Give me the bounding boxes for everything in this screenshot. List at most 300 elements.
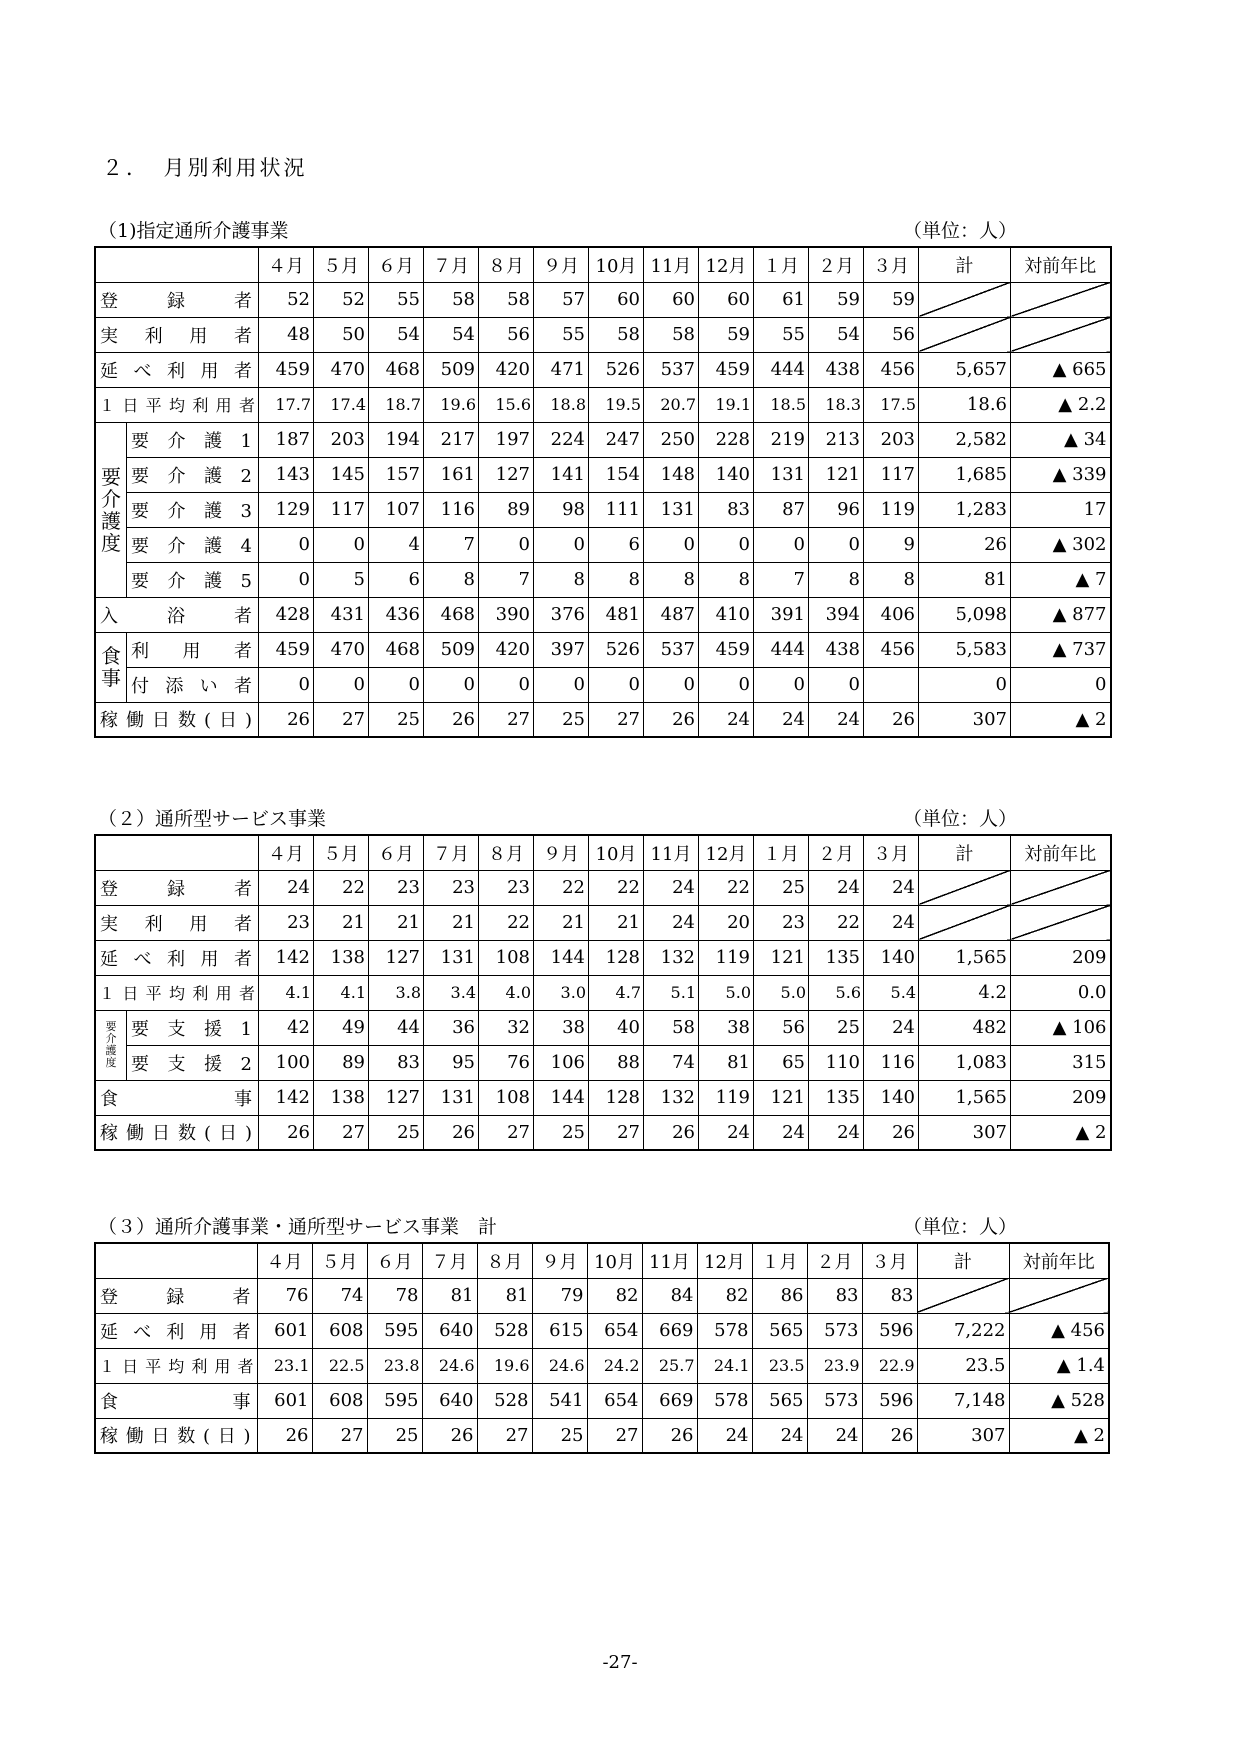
month-value: 59 [809,282,864,317]
month-value: 459 [699,632,754,667]
month-value: 0 [259,562,314,597]
month-value: 7 [754,562,809,597]
month-value: 0 [754,667,809,702]
month-value: 24 [864,905,919,940]
month-value: 0 [644,667,699,702]
row-label: 稼働日数(日) [95,1418,257,1453]
month-value: 49 [314,1010,369,1045]
month-value: 27 [479,702,534,737]
month-header: １月 [752,1243,807,1278]
row-label: 要 介 護 3 [127,492,259,527]
month-header: ４月 [259,247,314,282]
yoy-value: ▲ 302 [1011,527,1111,562]
month-value: 144 [534,1080,589,1115]
month-value: 26 [644,702,699,737]
month-value: 25 [367,1418,422,1453]
total-value: 7,148 [917,1383,1009,1418]
month-value: 596 [862,1383,917,1418]
row-label: 稼働日数(日) [95,1115,259,1150]
month-header: ６月 [369,835,424,870]
month-value: 132 [644,1080,699,1115]
month-value: 0 [479,527,534,562]
month-value: 21 [369,905,424,940]
row-label: 延べ利用者 [95,352,259,387]
month-value: 669 [642,1383,697,1418]
month-header: ８月 [479,835,534,870]
month-value: 100 [259,1045,314,1080]
month-value: 0 [699,667,754,702]
month-value: 148 [644,457,699,492]
month-value: 615 [532,1313,587,1348]
total-value: 1,283 [919,492,1011,527]
month-value: 131 [754,457,809,492]
month-value: 86 [752,1278,807,1313]
month-value: 121 [754,940,809,975]
month-value: 5.0 [754,975,809,1010]
row-label: １日平均利用者 [95,1348,257,1383]
month-value: 4.7 [589,975,644,1010]
month-value: 121 [754,1080,809,1115]
yoy-value: 315 [1011,1045,1111,1080]
month-value: 117 [314,492,369,527]
total-cell-empty [919,317,1011,352]
month-value: 25 [754,870,809,905]
table-row [95,1010,1111,1045]
month-value: 81 [699,1045,754,1080]
month-value: 24 [807,1418,862,1453]
month-value: 52 [314,282,369,317]
section1-caption [98,216,1028,242]
month-value: 26 [422,1418,477,1453]
section1-unit: （単位：人） [903,220,1018,242]
month-value: 654 [587,1383,642,1418]
month-value: 83 [369,1045,424,1080]
month-value: 24 [752,1418,807,1453]
month-value: 38 [699,1010,754,1045]
month-value: 40 [589,1010,644,1045]
total-value: 307 [919,1115,1011,1150]
month-value: 391 [754,597,809,632]
month-value: 24 [697,1418,752,1453]
month-value: 108 [479,940,534,975]
month-header: 12月 [699,247,754,282]
month-value: 26 [424,702,479,737]
yoy-cell-empty [1009,1278,1109,1313]
month-value: 9 [864,527,919,562]
row-label: 稼働日数(日) [95,702,259,737]
month-value: 135 [809,1080,864,1115]
month-value: 111 [589,492,644,527]
month-value: 468 [424,597,479,632]
total-header: 計 [919,247,1011,282]
month-value: 468 [369,352,424,387]
month-value: 107 [369,492,424,527]
month-value: 459 [699,352,754,387]
yoy-value: ▲ 2 [1011,1115,1111,1150]
month-value: 83 [699,492,754,527]
month-value: 60 [699,282,754,317]
yoy-cell-empty [1011,870,1111,905]
month-header: ９月 [534,835,589,870]
table-row [95,492,1111,527]
month-value: 0 [809,527,864,562]
month-value: 4.1 [259,975,314,1010]
month-value: 213 [809,422,864,457]
month-value: 0 [809,667,864,702]
table-row [95,870,1111,905]
month-value: 470 [314,632,369,667]
month-value: 24 [644,870,699,905]
month-header: ８月 [479,247,534,282]
month-header: 11月 [644,835,699,870]
month-header: 10月 [589,247,644,282]
table-row [95,317,1111,352]
table-row [95,1418,1109,1453]
month-value: 573 [807,1383,862,1418]
month-value: 24 [809,870,864,905]
month-value: 27 [589,702,644,737]
month-value: 129 [259,492,314,527]
row-label: 要 支 援 1 [127,1010,259,1045]
month-value: 436 [369,597,424,632]
month-value: 17.4 [314,387,369,422]
month-value: 21 [534,905,589,940]
month-value: 247 [589,422,644,457]
month-value: 54 [369,317,424,352]
month-value: 203 [314,422,369,457]
month-value: 56 [479,317,534,352]
page-heading: ２． 月別利用状況 [102,156,308,180]
month-value: 17.7 [259,387,314,422]
month-value: 119 [699,940,754,975]
month-value: 250 [644,422,699,457]
month-value: 128 [589,940,644,975]
yoy-value: 0 [1011,667,1111,702]
month-value: 95 [424,1045,479,1080]
month-value: 22.9 [862,1348,917,1383]
table-row [95,1383,1109,1418]
month-value: 22 [589,870,644,905]
total-value: 18.6 [919,387,1011,422]
month-value: 526 [589,632,644,667]
row-group-label [95,1010,127,1080]
table-row [95,457,1111,492]
month-value: 17.5 [864,387,919,422]
month-value: 135 [809,940,864,975]
total-cell-empty [919,870,1011,905]
month-value: 0 [369,667,424,702]
month-value: 608 [312,1383,367,1418]
month-value: 4.1 [314,975,369,1010]
table-row [95,632,1111,667]
month-value: 217 [424,422,479,457]
total-value: 23.5 [917,1348,1009,1383]
month-value: 8 [699,562,754,597]
total-value: 2,582 [919,422,1011,457]
month-value: 15.6 [479,387,534,422]
yoy-value: ▲ 7 [1011,562,1111,597]
month-value: 5.1 [644,975,699,1010]
month-value: 21 [589,905,644,940]
month-value: 140 [699,457,754,492]
month-value: 60 [589,282,644,317]
month-value: 3.8 [369,975,424,1010]
row-label: 要 介 護 4 [127,527,259,562]
month-value: 509 [424,632,479,667]
month-value: 138 [314,940,369,975]
month-value: 0 [534,667,589,702]
month-value: 32 [479,1010,534,1045]
month-value: 18.3 [809,387,864,422]
month-value: 56 [864,317,919,352]
yoy-cell-empty [1011,317,1111,352]
total-cell-empty [919,282,1011,317]
month-value: 131 [644,492,699,527]
month-value: 27 [589,1115,644,1150]
month-value: 52 [259,282,314,317]
yoy-value: 17 [1011,492,1111,527]
month-value: 27 [314,702,369,737]
month-value: 578 [697,1383,752,1418]
month-value: 20.7 [644,387,699,422]
yoy-value: ▲ 737 [1011,632,1111,667]
yoy-value: ▲ 2 [1011,702,1111,737]
header-row [95,835,1111,870]
month-value: 18.8 [534,387,589,422]
month-value: 0 [644,527,699,562]
month-value: 74 [644,1045,699,1080]
yoy-header: 対前年比 [1011,247,1111,282]
month-value: 144 [534,940,589,975]
header-row [95,1243,1109,1278]
month-value: 116 [864,1045,919,1080]
month-value: 22 [479,905,534,940]
row-label: 登 録 者 [95,282,259,317]
month-value: 23.9 [807,1348,862,1383]
table-row [95,597,1111,632]
month-value: 24 [699,702,754,737]
month-value: 8 [864,562,919,597]
month-value: 131 [424,940,479,975]
section1-table [94,246,1112,738]
yoy-cell-empty [1011,282,1111,317]
month-value: 640 [422,1383,477,1418]
total-value: 0 [919,667,1011,702]
month-value: 24 [754,1115,809,1150]
section2-caption [98,804,1028,830]
month-value: 5.0 [699,975,754,1010]
month-value: 87 [754,492,809,527]
month-value: 5.6 [809,975,864,1010]
month-value: 459 [259,352,314,387]
month-value: 58 [424,282,479,317]
month-value: 26 [642,1418,697,1453]
month-value: 74 [312,1278,367,1313]
month-value: 0 [534,527,589,562]
total-value: 1,685 [919,457,1011,492]
total-value: 1,565 [919,940,1011,975]
month-value: 26 [862,1418,917,1453]
month-value: 394 [809,597,864,632]
month-header: ７月 [424,247,479,282]
month-value: 3.4 [424,975,479,1010]
month-value: 21 [424,905,479,940]
month-value: 22 [699,870,754,905]
month-value: 96 [809,492,864,527]
month-value: 26 [864,1115,919,1150]
month-value: 24 [809,702,864,737]
month-value: 21 [314,905,369,940]
month-value: 76 [479,1045,534,1080]
total-header: 計 [919,835,1011,870]
total-value: 5,583 [919,632,1011,667]
month-value: 61 [754,282,809,317]
month-header: ２月 [807,1243,862,1278]
row-label: 付添い者 [127,667,259,702]
month-value: 456 [864,632,919,667]
month-value: 601 [257,1383,312,1418]
month-value: 116 [424,492,479,527]
yoy-value: 0.0 [1011,975,1111,1010]
month-header: ９月 [532,1243,587,1278]
month-value: 25 [369,1115,424,1150]
month-value: 4.0 [479,975,534,1010]
row-label: 登 録 者 [95,1278,257,1313]
month-header: ９月 [534,247,589,282]
month-header: ５月 [314,247,369,282]
yoy-value: ▲ 665 [1011,352,1111,387]
month-value: 25 [369,702,424,737]
yoy-value: ▲ 34 [1011,422,1111,457]
month-value: 19.6 [477,1348,532,1383]
table-row [95,1045,1111,1080]
month-value: 23.1 [257,1348,312,1383]
table-row [95,975,1111,1010]
total-cell-empty [919,905,1011,940]
month-value: 0 [479,667,534,702]
month-value: 26 [644,1115,699,1150]
month-value: 25.7 [642,1348,697,1383]
table-row [95,1080,1111,1115]
month-value: 65 [754,1045,809,1080]
month-value: 27 [587,1418,642,1453]
month-value: 145 [314,457,369,492]
month-value: 119 [699,1080,754,1115]
row-label: 入 浴 者 [95,597,259,632]
month-value: 55 [754,317,809,352]
month-value: 59 [699,317,754,352]
month-value: 127 [369,1080,424,1115]
yoy-value: ▲ 528 [1009,1383,1109,1418]
month-value: 24.1 [697,1348,752,1383]
month-value: 459 [259,632,314,667]
month-value: 187 [259,422,314,457]
table-row [95,562,1111,597]
month-value: 108 [479,1080,534,1115]
month-value: 83 [862,1278,917,1313]
section2-table [94,834,1112,1151]
table-row [95,1313,1109,1348]
month-value: 578 [697,1313,752,1348]
month-value: 654 [587,1313,642,1348]
row-label: 要 介 護 1 [127,422,259,457]
row-label: 延べ利用者 [95,940,259,975]
month-header: ５月 [314,835,369,870]
month-header: ４月 [259,835,314,870]
month-header: ３月 [862,1243,917,1278]
yoy-value: ▲ 877 [1011,597,1111,632]
month-value: 438 [809,352,864,387]
month-value: 60 [644,282,699,317]
row-group-text: 要介護度 [101,464,121,555]
page-number: -27- [602,1652,638,1673]
month-value: 26 [424,1115,479,1150]
month-value: 127 [369,940,424,975]
month-value: 376 [534,597,589,632]
month-value: 410 [699,597,754,632]
row-label: １日平均利用者 [95,975,259,1010]
month-value: 54 [809,317,864,352]
row-label: 実 利 用 者 [95,317,259,352]
total-value: 307 [919,702,1011,737]
total-value: 1,083 [919,1045,1011,1080]
month-value: 27 [314,1115,369,1150]
month-value: 131 [424,1080,479,1115]
month-header: 10月 [589,835,644,870]
month-value: 573 [807,1313,862,1348]
total-header: 計 [917,1243,1009,1278]
month-value: 25 [534,702,589,737]
month-value: 537 [644,632,699,667]
table-row [95,905,1111,940]
month-value: 0 [754,527,809,562]
month-header: ６月 [369,247,424,282]
yoy-value: ▲ 2.2 [1011,387,1111,422]
header-corner [95,835,259,870]
month-value: 81 [477,1278,532,1313]
month-value: 24.6 [422,1348,477,1383]
month-value: 528 [477,1383,532,1418]
month-value: 601 [257,1313,312,1348]
month-value: 143 [259,457,314,492]
month-value: 89 [314,1045,369,1080]
month-value: 50 [314,317,369,352]
month-value: 138 [314,1080,369,1115]
section3-caption [98,1212,1028,1238]
month-value: 19.1 [699,387,754,422]
month-value: 78 [367,1278,422,1313]
month-value: 24.6 [532,1348,587,1383]
month-value: 6 [369,562,424,597]
month-value: 55 [534,317,589,352]
month-value: 161 [424,457,479,492]
month-value: 3.0 [534,975,589,1010]
month-value: 7 [479,562,534,597]
month-value: 82 [697,1278,752,1313]
month-value: 640 [422,1313,477,1348]
month-value: 595 [367,1383,422,1418]
month-header: 12月 [699,835,754,870]
month-value: 6 [589,527,644,562]
month-value: 142 [259,1080,314,1115]
month-value: 58 [644,317,699,352]
month-value: 420 [479,352,534,387]
month-value: 19.5 [589,387,644,422]
month-value: 117 [864,457,919,492]
month-value: 431 [314,597,369,632]
total-value: 1,565 [919,1080,1011,1115]
month-value: 526 [589,352,644,387]
